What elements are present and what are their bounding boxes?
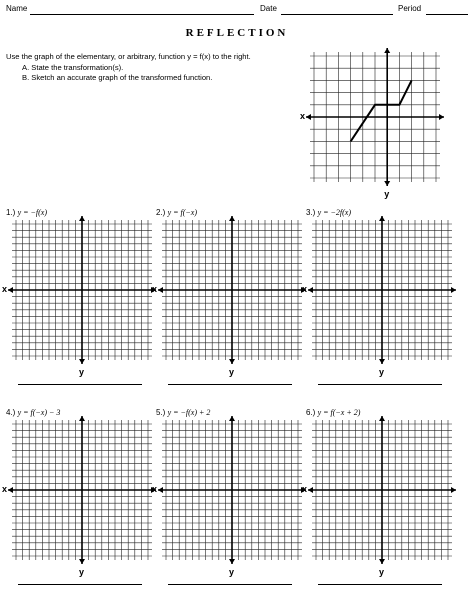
instruction-b: B. Sketch an accurate graph of the transformed function. xyxy=(22,73,213,82)
problem-label xyxy=(306,208,351,217)
problem-equation: y = f(−x) xyxy=(167,208,198,217)
problem-graph-grid[interactable] xyxy=(154,218,304,378)
y-axis-label: y xyxy=(79,367,85,377)
problem-equation: y = −f(x) + 2 xyxy=(167,408,211,417)
problem-label xyxy=(156,408,210,417)
problem-graph-grid[interactable] xyxy=(154,418,304,578)
y-axis-label: y xyxy=(384,189,390,199)
y-axis-label: y xyxy=(229,567,235,577)
problem-label xyxy=(306,408,360,417)
problem-number: 4.) xyxy=(6,408,18,417)
problem-equation: y = f(−x + 2) xyxy=(317,408,361,417)
problem-graph-grid[interactable] xyxy=(4,218,154,378)
instruction-a: A. State the transformation(s). xyxy=(22,63,124,72)
x-axis-arrow-left xyxy=(308,487,313,493)
y-axis-label: y xyxy=(379,367,385,377)
period-label: Period xyxy=(398,4,422,13)
y-axis-arrow-bottom xyxy=(379,559,385,564)
problem-equation: y = −2f(x) xyxy=(317,208,352,217)
problem-equation: y = −f(x) xyxy=(17,208,48,217)
y-axis-label: y xyxy=(229,367,235,377)
x-axis-arrow-left xyxy=(158,487,163,493)
problem-graph-grid[interactable] xyxy=(304,418,454,578)
y-axis-arrow-bottom xyxy=(229,359,235,364)
instructions-intro: Use the graph of the elementary, or arbitrary, function y = f(x) to the right. xyxy=(6,52,251,61)
y-axis-arrow-top xyxy=(229,216,235,221)
x-axis-arrow-left xyxy=(8,287,13,293)
problem-label xyxy=(6,408,60,417)
y-axis-arrow-bottom xyxy=(229,559,235,564)
x-axis-arrow-right xyxy=(451,287,456,293)
name-field[interactable] xyxy=(30,14,254,15)
answer-line[interactable] xyxy=(18,384,142,385)
x-axis-label: x xyxy=(152,484,158,494)
y-axis-arrow-top xyxy=(229,416,235,421)
y-axis-arrow-top xyxy=(379,416,385,421)
period-field[interactable] xyxy=(426,14,468,15)
answer-line[interactable] xyxy=(318,384,442,385)
problem-number: 5.) xyxy=(156,408,168,417)
x-axis-label: x xyxy=(302,284,308,294)
date-label: Date xyxy=(260,4,277,13)
y-axis-label: y xyxy=(379,567,385,577)
problem-number: 2.) xyxy=(156,208,168,217)
y-axis-arrow-top xyxy=(79,416,85,421)
y-axis-arrow-bottom xyxy=(379,359,385,364)
x-axis-arrow-right xyxy=(439,114,444,120)
x-axis-label: x xyxy=(152,284,158,294)
problem-label xyxy=(156,208,197,217)
x-axis-label: x xyxy=(302,484,308,494)
x-axis-label: x xyxy=(2,284,8,294)
y-axis-arrow-bottom xyxy=(79,359,85,364)
problem-equation: y = f(−x) − 3 xyxy=(17,408,61,417)
answer-line[interactable] xyxy=(168,384,292,385)
answer-line[interactable] xyxy=(168,584,292,585)
example-function-graph xyxy=(300,50,450,199)
x-axis-label: x xyxy=(2,484,8,494)
x-axis-arrow-right xyxy=(451,487,456,493)
y-axis-arrow-bottom xyxy=(384,181,390,186)
problem-number: 1.) xyxy=(6,208,18,217)
problem-number: 3.) xyxy=(306,208,318,217)
answer-line[interactable] xyxy=(18,584,142,585)
answer-line[interactable] xyxy=(318,584,442,585)
y-axis-arrow-bottom xyxy=(79,559,85,564)
problem-graph-grid[interactable] xyxy=(4,418,154,578)
y-axis-label: y xyxy=(79,567,85,577)
x-axis-arrow-left xyxy=(306,114,311,120)
problem-label xyxy=(6,208,47,217)
x-axis-arrow-left xyxy=(308,287,313,293)
problem-graph-grid[interactable] xyxy=(304,218,454,378)
date-field[interactable] xyxy=(281,14,393,15)
y-axis-arrow-top xyxy=(79,216,85,221)
page-title: REFLECTION xyxy=(185,27,289,39)
y-axis-arrow-top xyxy=(384,48,390,53)
x-axis-label: x xyxy=(300,111,306,121)
problem-number: 6.) xyxy=(306,408,318,417)
y-axis-arrow-top xyxy=(379,216,385,221)
name-label: Name xyxy=(6,4,28,13)
x-axis-arrow-left xyxy=(158,287,163,293)
x-axis-arrow-left xyxy=(8,487,13,493)
function-f-curve xyxy=(351,80,412,141)
